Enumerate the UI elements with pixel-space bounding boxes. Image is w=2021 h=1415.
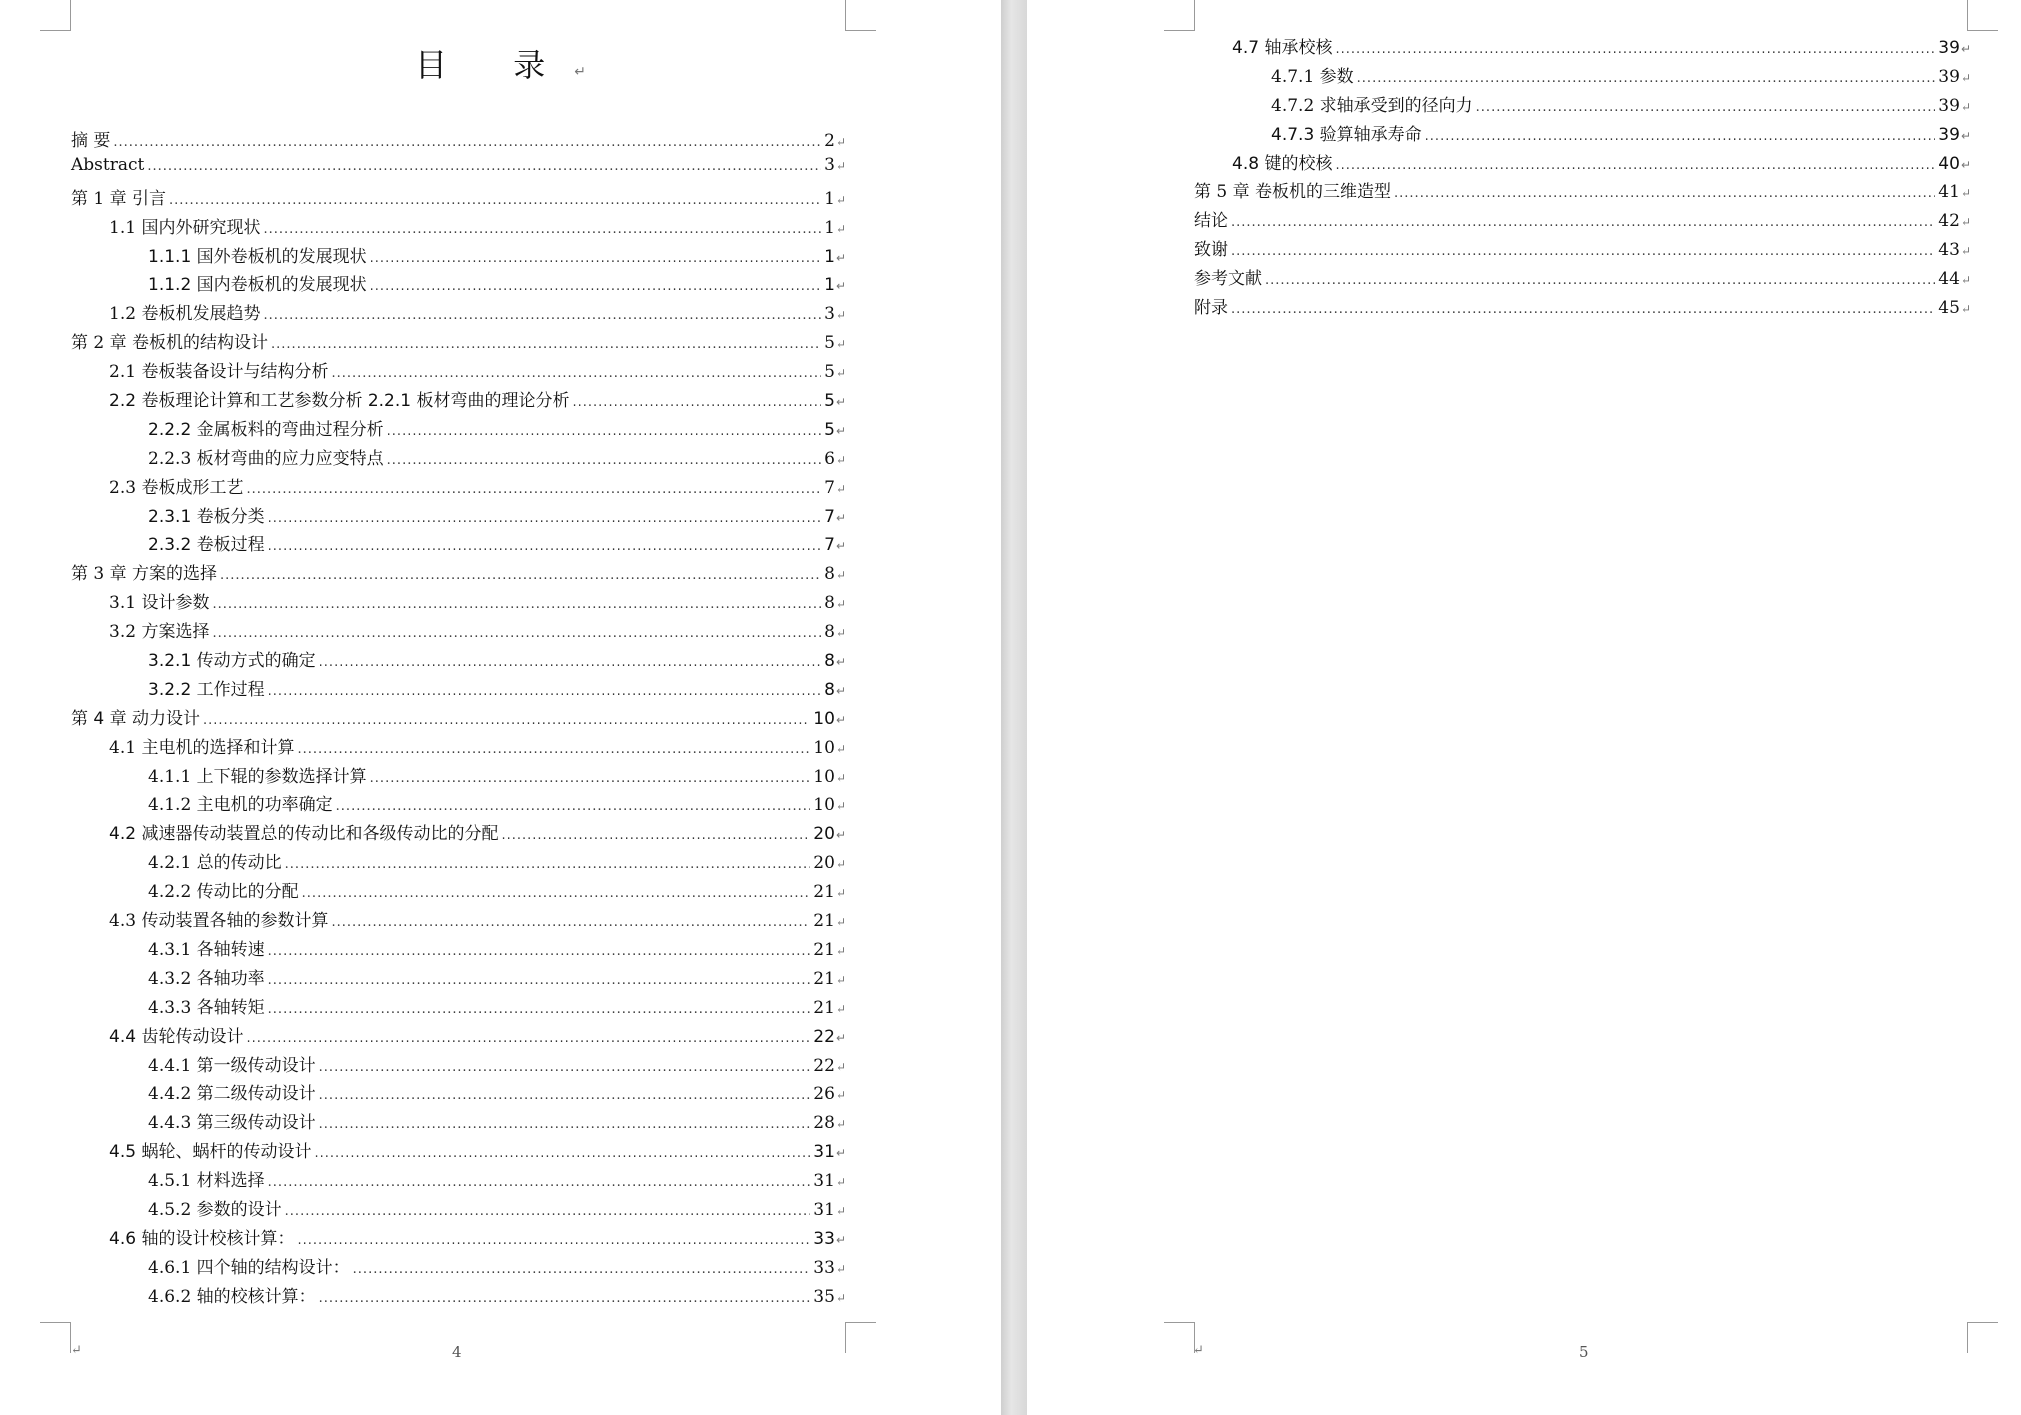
toc-entry-page: 10 [813,795,835,816]
page-corner-mark [1967,1322,1998,1353]
toc-leader-dots [268,507,821,527]
toc-entry-label: 第 4 章 动力设计 [71,708,201,729]
toc-entry[interactable] [71,559,846,588]
toc-entry[interactable] [71,357,846,386]
toc-leader-dots [268,1171,811,1191]
toc-entry[interactable] [71,848,846,877]
paragraph-mark: ↵ [1960,42,1971,56]
toc-entry-page: 40 [1938,153,1960,174]
toc-entry-page: 8 [824,679,835,700]
toc-leader-dots [1425,125,1936,145]
toc-entry[interactable] [1194,120,1971,149]
toc-entry-page: 21 [813,968,835,989]
toc-entry[interactable] [71,328,846,357]
toc-leader-dots [268,998,811,1018]
paragraph-mark: ↵ [835,886,846,901]
toc-leader-dots [263,304,821,324]
toc-entry[interactable] [1194,33,1971,62]
toc-entry-label: 4.7.3 验算轴承寿命 [1271,124,1422,145]
paragraph-mark: ↵ [835,915,846,930]
toc-entry[interactable] [71,762,846,791]
toc-entry-label: 3.2 方案选择 [109,622,210,643]
toc-leader-dots [302,882,811,902]
toc-entry[interactable] [71,790,846,819]
toc-entry-page: 21 [813,997,835,1018]
paragraph-mark: ↵ [835,423,846,438]
toc-entry-page: 7 [824,477,835,498]
toc-entry-page: 1 [824,217,835,238]
toc-entry-page: 5 [824,391,835,412]
page-gap [1001,0,1027,1415]
paragraph-mark: ↵ [835,1088,846,1103]
toc-entry-label: 4.1 主电机的选择和计算 [109,737,295,758]
toc-entry-label: 2.3.2 卷板过程 [148,535,265,556]
toc-leader-dots [1335,38,1935,58]
toc-entry-page: 5 [824,419,835,440]
toc-entry-label: 4.7.1 参数 [1271,66,1354,87]
toc-entry[interactable] [1194,149,1971,178]
paragraph-mark: ↵ [835,1232,846,1247]
paragraph-mark: ↵ [835,712,846,727]
document-page-left [0,0,1001,1415]
toc-entry-label: 4.4.3 第三级传动设计 [148,1113,316,1134]
paragraph-mark: ↵ [835,1001,846,1016]
page-corner-mark [845,0,876,31]
paragraph-mark: ↵ [1960,302,1971,317]
toc-entry-page: 3 [824,304,835,325]
paragraph-mark: ↵ [835,626,846,641]
toc-entry[interactable] [71,1137,846,1166]
toc-entry-label: 4.3 传动装置各轴的参数计算 [109,911,329,932]
paragraph-mark: ↵ [835,192,846,207]
paragraph-mark: ↵ [835,655,846,670]
toc-leader-dots [246,1027,810,1047]
toc-leader-dots [1265,269,1935,289]
toc-leader-dots [370,767,811,787]
toc-entry-label: 1.1.2 国内卷板机的发展现状 [148,275,367,296]
toc-entry-label: 4.4.2 第二级传动设计 [148,1084,316,1105]
toc-entry-label: 4.1.1 上下辊的参数选择计算 [148,766,367,787]
toc-entry-label: 2.2.3 板材弯曲的应力应变特点 [148,448,384,469]
toc-entry-page: 5 [824,362,835,383]
toc-entry-page: 2 [824,131,835,151]
toc-entry-label: 第 5 章 卷板机的三维造型 [1194,182,1392,203]
toc-leader-dots [246,478,821,498]
paragraph-mark: ↵ [574,64,586,80]
paragraph-mark: ↵ [835,828,846,843]
toc-entry-page: 8 [824,651,835,672]
toc-leader-dots [331,911,810,931]
toc-leader-dots [212,622,821,642]
paragraph-mark: ↵ [835,539,846,554]
page-number: 5 [1579,1343,1589,1361]
toc-entry-page: 43 [1938,240,1960,261]
paragraph-mark: ↵ [835,337,846,352]
toc-entry[interactable] [71,588,846,617]
toc-entry-page: 7 [824,535,835,556]
paragraph-mark: ↵ [1960,244,1971,259]
toc-entry[interactable] [71,1253,846,1282]
paragraph-mark: ↵ [835,395,846,410]
toc-entry-label: 致谢 [1194,240,1228,261]
toc-entry-label: 4.8 键的校核 [1232,153,1333,174]
toc-entry[interactable] [71,1282,846,1311]
toc-entry-page: 5 [824,333,835,354]
toc-leader-dots [336,795,811,815]
paragraph-mark: ↵ [835,1261,846,1276]
toc-entry[interactable] [1194,62,1971,91]
toc-entry-label: 2.3.1 卷板分类 [148,506,265,527]
toc-entry[interactable] [1194,206,1971,235]
toc-entry[interactable] [1194,235,1971,264]
toc-entry-label: 1.1 国内外研究现状 [109,217,261,238]
toc-entry-page: 28 [813,1113,835,1134]
toc-entry[interactable] [71,1166,846,1195]
paragraph-mark: ↵ [835,1146,846,1161]
paragraph-mark: ↵ [1960,157,1971,172]
toc-entry[interactable] [71,646,846,675]
toc-entry[interactable] [71,502,846,531]
toc-entry-page: 39 [1938,124,1960,145]
toc-leader-dots [212,593,821,613]
toc-leader-dots [169,189,821,209]
paragraph-mark: ↵ [835,799,846,814]
paragraph-mark: ↵ [835,1059,846,1074]
toc-entry-page: 10 [813,766,835,787]
toc-entry-label: 3.2.1 传动方式的确定 [148,651,316,672]
toc-entry-label: 4.2 减速器传动装置总的传动比和各级传动比的分配 [109,824,499,845]
paragraph-mark: ↵ [835,510,846,525]
paragraph-mark: ↵ [835,481,846,496]
paragraph-mark: ↵ [835,308,846,323]
toc-entry-page: 10 [813,737,835,758]
toc-entry-page: 8 [824,622,835,643]
toc-entry-label: 4.3.2 各轴功率 [148,968,265,989]
toc-leader-dots [319,1287,811,1307]
toc-title-text: 目 录 [415,46,574,84]
toc-entry-label: 2.2.2 金属板料的弯曲过程分析 [148,419,384,440]
toc-entry-label: 4.5.2 参数的设计 [148,1199,282,1220]
page-corner-mark [40,1322,71,1353]
paragraph-mark: ↵ [835,279,846,294]
paragraph-mark: ↵ [835,568,846,583]
paragraph-mark: ↵ [835,250,846,265]
page-number: 4 [452,1343,462,1361]
toc-leader-dots [314,1142,810,1162]
toc-entry-label: 附录 [1194,298,1228,319]
toc-entry-label: Abstract [71,154,145,175]
toc-entry-label: 2.3 卷板成形工艺 [109,477,244,498]
paragraph-mark: ↵ [835,1175,846,1190]
toc-entry[interactable] [1194,91,1971,120]
toc-entry-label: 4.2.2 传动比的分配 [148,882,299,903]
toc-entry-page: 22 [813,1055,835,1076]
toc-entry[interactable] [1194,264,1971,293]
toc-entry-page: 20 [813,853,835,874]
toc-leader-dots [370,247,821,267]
toc-leader-dots [319,1056,811,1076]
toc-entry-page: 22 [813,1026,835,1047]
page-corner-mark [1164,0,1195,31]
toc-entry-page: 44 [1938,269,1960,290]
toc-entry-label: 2.1 卷板装备设计与结构分析 [109,362,329,383]
toc-entry[interactable] [71,386,846,415]
paragraph-mark: ↵ [835,1290,846,1305]
toc-entry[interactable] [1194,177,1971,206]
toc-entry-label: 4.6.2 轴的校核计算： [148,1286,316,1307]
toc-leader-dots [297,738,810,758]
toc-entry-label: 4.7 轴承校核 [1232,38,1333,58]
toc-leader-dots [220,564,821,584]
toc-leader-dots [501,824,810,844]
toc-entry-label: 3.2.2 工作过程 [148,679,265,700]
toc-entry-page: 6 [824,448,835,469]
toc-entry[interactable] [71,617,846,646]
toc-entry-page: 42 [1938,211,1960,232]
paragraph-mark: ↵ [1960,99,1971,114]
toc-leader-dots [203,709,810,729]
toc-entry-label: 4.6 轴的设计校核计算： [109,1228,295,1249]
toc-leader-dots [319,1113,811,1133]
toc-entry[interactable] [71,935,846,964]
toc-leader-dots [113,131,821,151]
paragraph-mark: ↵ [1960,128,1971,143]
toc-entry-label: 4.6.1 四个轴的结构设计： [148,1257,350,1278]
toc-entry[interactable] [71,1224,846,1253]
toc-entry[interactable] [71,126,846,155]
paragraph-mark: ↵ [1960,215,1971,230]
toc-title[interactable] [0,40,1001,86]
toc-leader-dots [331,362,821,382]
toc-entry[interactable] [71,242,846,271]
toc-entry-page: 41 [1938,182,1960,203]
toc-leader-dots [387,449,821,469]
paragraph-mark: ↵ [1960,70,1971,85]
toc-entry[interactable] [71,1079,846,1108]
toc-entry[interactable] [71,1108,846,1137]
toc-entry-page: 35 [813,1286,835,1307]
paragraph-mark: ↵ [835,221,846,236]
toc-leader-dots [573,391,822,411]
paragraph-mark: ↵ [835,366,846,381]
toc-entry-page: 33 [813,1257,835,1278]
paragraph-mark: ↵ [835,158,846,173]
toc-entry-page: 21 [813,939,835,960]
paragraph-mark: ↵ [835,597,846,612]
toc-entry-page: 33 [813,1228,835,1249]
toc-entry[interactable] [71,299,846,328]
toc-entry-label: 4.4 齿轮传动设计 [109,1026,244,1047]
toc-entry[interactable] [71,1195,846,1224]
toc-leader-dots [353,1258,811,1278]
paragraph-mark: ↵ [1960,273,1971,288]
paragraph-mark: ↵ [1193,1343,1204,1358]
toc-entry-page: 45 [1938,298,1960,319]
page-corner-mark [1164,1322,1195,1353]
toc-list-left [71,126,846,1311]
toc-leader-dots [1231,298,1935,318]
toc-entry-label: 第 2 章 卷板机的结构设计 [71,333,269,354]
toc-leader-dots [147,155,821,175]
toc-leader-dots [263,218,821,238]
toc-leader-dots [1335,154,1935,174]
toc-entry-label: 结论 [1194,211,1228,232]
toc-entry[interactable] [71,473,846,502]
toc-entry-label: 2.2 卷板理论计算和工艺参数分析 2.2.1 板材弯曲的理论分析 [109,391,570,412]
toc-entry-page: 1 [824,188,835,209]
toc-leader-dots [285,1200,811,1220]
toc-entry-label: 4.5 蜗轮、蜗杆的传动设计 [109,1142,312,1163]
paragraph-mark: ↵ [835,135,846,149]
toc-entry-label: 4.1.2 主电机的功率确定 [148,795,333,816]
toc-entry[interactable] [71,906,846,935]
toc-entry-label: 4.2.1 总的传动比 [148,853,282,874]
toc-entry[interactable] [71,1022,846,1051]
toc-entry[interactable] [71,819,846,848]
toc-entry[interactable] [71,213,846,242]
toc-entry-label: 1.1.1 国外卷板机的发展现状 [148,246,367,267]
toc-entry-page: 39 [1938,38,1960,58]
toc-entry-page: 21 [813,911,835,932]
toc-leader-dots [268,535,821,555]
toc-entry[interactable] [71,184,846,213]
toc-entry-label: 4.3.1 各轴转速 [148,939,265,960]
paragraph-mark: ↵ [835,452,846,467]
paragraph-mark: ↵ [1960,186,1971,201]
toc-entry-page: 1 [824,275,835,296]
toc-list-right [1194,33,1971,322]
paragraph-mark: ↵ [835,1030,846,1045]
toc-entry[interactable] [71,270,846,299]
toc-entry[interactable] [71,877,846,906]
toc-leader-dots [297,1229,810,1249]
toc-entry-label: 1.2 卷板机发展趋势 [109,304,261,325]
toc-entry-page: 31 [813,1142,835,1163]
toc-entry[interactable] [71,993,846,1022]
toc-entry-page: 8 [824,564,835,585]
toc-entry-label: 摘 要 [71,131,111,151]
toc-entry-page: 21 [813,882,835,903]
toc-leader-dots [319,1084,811,1104]
toc-entry-page: 3 [824,154,835,175]
toc-entry[interactable] [1194,293,1971,322]
toc-entry-page: 20 [813,824,835,845]
toc-entry[interactable] [71,415,846,444]
toc-entry-page: 26 [813,1084,835,1105]
page-corner-mark [40,0,71,31]
toc-entry-label: 3.1 设计参数 [109,593,210,614]
toc-entry[interactable] [71,530,846,559]
toc-entry-page: 10 [813,708,835,729]
paragraph-mark: ↵ [835,1203,846,1218]
paragraph-mark: ↵ [835,741,846,756]
toc-leader-dots [268,680,821,700]
toc-entry-label: 4.4.1 第一级传动设计 [148,1055,316,1076]
paragraph-mark: ↵ [835,1117,846,1132]
toc-leader-dots [285,853,811,873]
toc-leader-dots [271,333,821,353]
toc-entry[interactable] [71,675,846,704]
toc-entry-label: 4.3.3 各轴转矩 [148,997,265,1018]
toc-leader-dots [1394,182,1935,202]
paragraph-mark: ↵ [71,1343,82,1358]
toc-leader-dots [268,940,811,960]
toc-entry-page: 39 [1938,95,1960,116]
toc-entry[interactable] [71,704,846,733]
page-corner-mark [1967,0,1998,31]
toc-entry-label: 4.7.2 求轴承受到的径向力 [1271,95,1473,116]
toc-entry-page: 7 [824,506,835,527]
toc-entry-page: 8 [824,593,835,614]
paragraph-mark: ↵ [835,943,846,958]
toc-leader-dots [1231,240,1935,260]
toc-entry-page: 1 [824,246,835,267]
toc-entry-page: 31 [813,1171,835,1192]
toc-leader-dots [1357,67,1936,87]
toc-leader-dots [1476,96,1936,116]
paragraph-mark: ↵ [835,770,846,785]
page-corner-mark [845,1322,876,1353]
toc-leader-dots [319,651,821,671]
toc-entry-label: 4.5.1 材料选择 [148,1171,265,1192]
toc-entry[interactable] [71,444,846,473]
paragraph-mark: ↵ [835,972,846,987]
toc-entry[interactable] [71,1051,846,1080]
paragraph-mark: ↵ [835,683,846,698]
toc-entry-page: 31 [813,1199,835,1220]
toc-entry[interactable] [71,155,846,184]
toc-leader-dots [387,420,821,440]
toc-leader-dots [370,275,821,295]
toc-entry-label: 参考文献 [1194,269,1262,290]
toc-entry[interactable] [71,964,846,993]
toc-entry-page: 39 [1938,66,1960,87]
toc-leader-dots [268,969,811,989]
paragraph-mark: ↵ [835,857,846,872]
toc-entry-label: 第 1 章 引言 [71,188,167,209]
toc-entry-label: 第 3 章 方案的选择 [71,564,218,585]
toc-entry[interactable] [71,733,846,762]
toc-leader-dots [1231,211,1935,231]
